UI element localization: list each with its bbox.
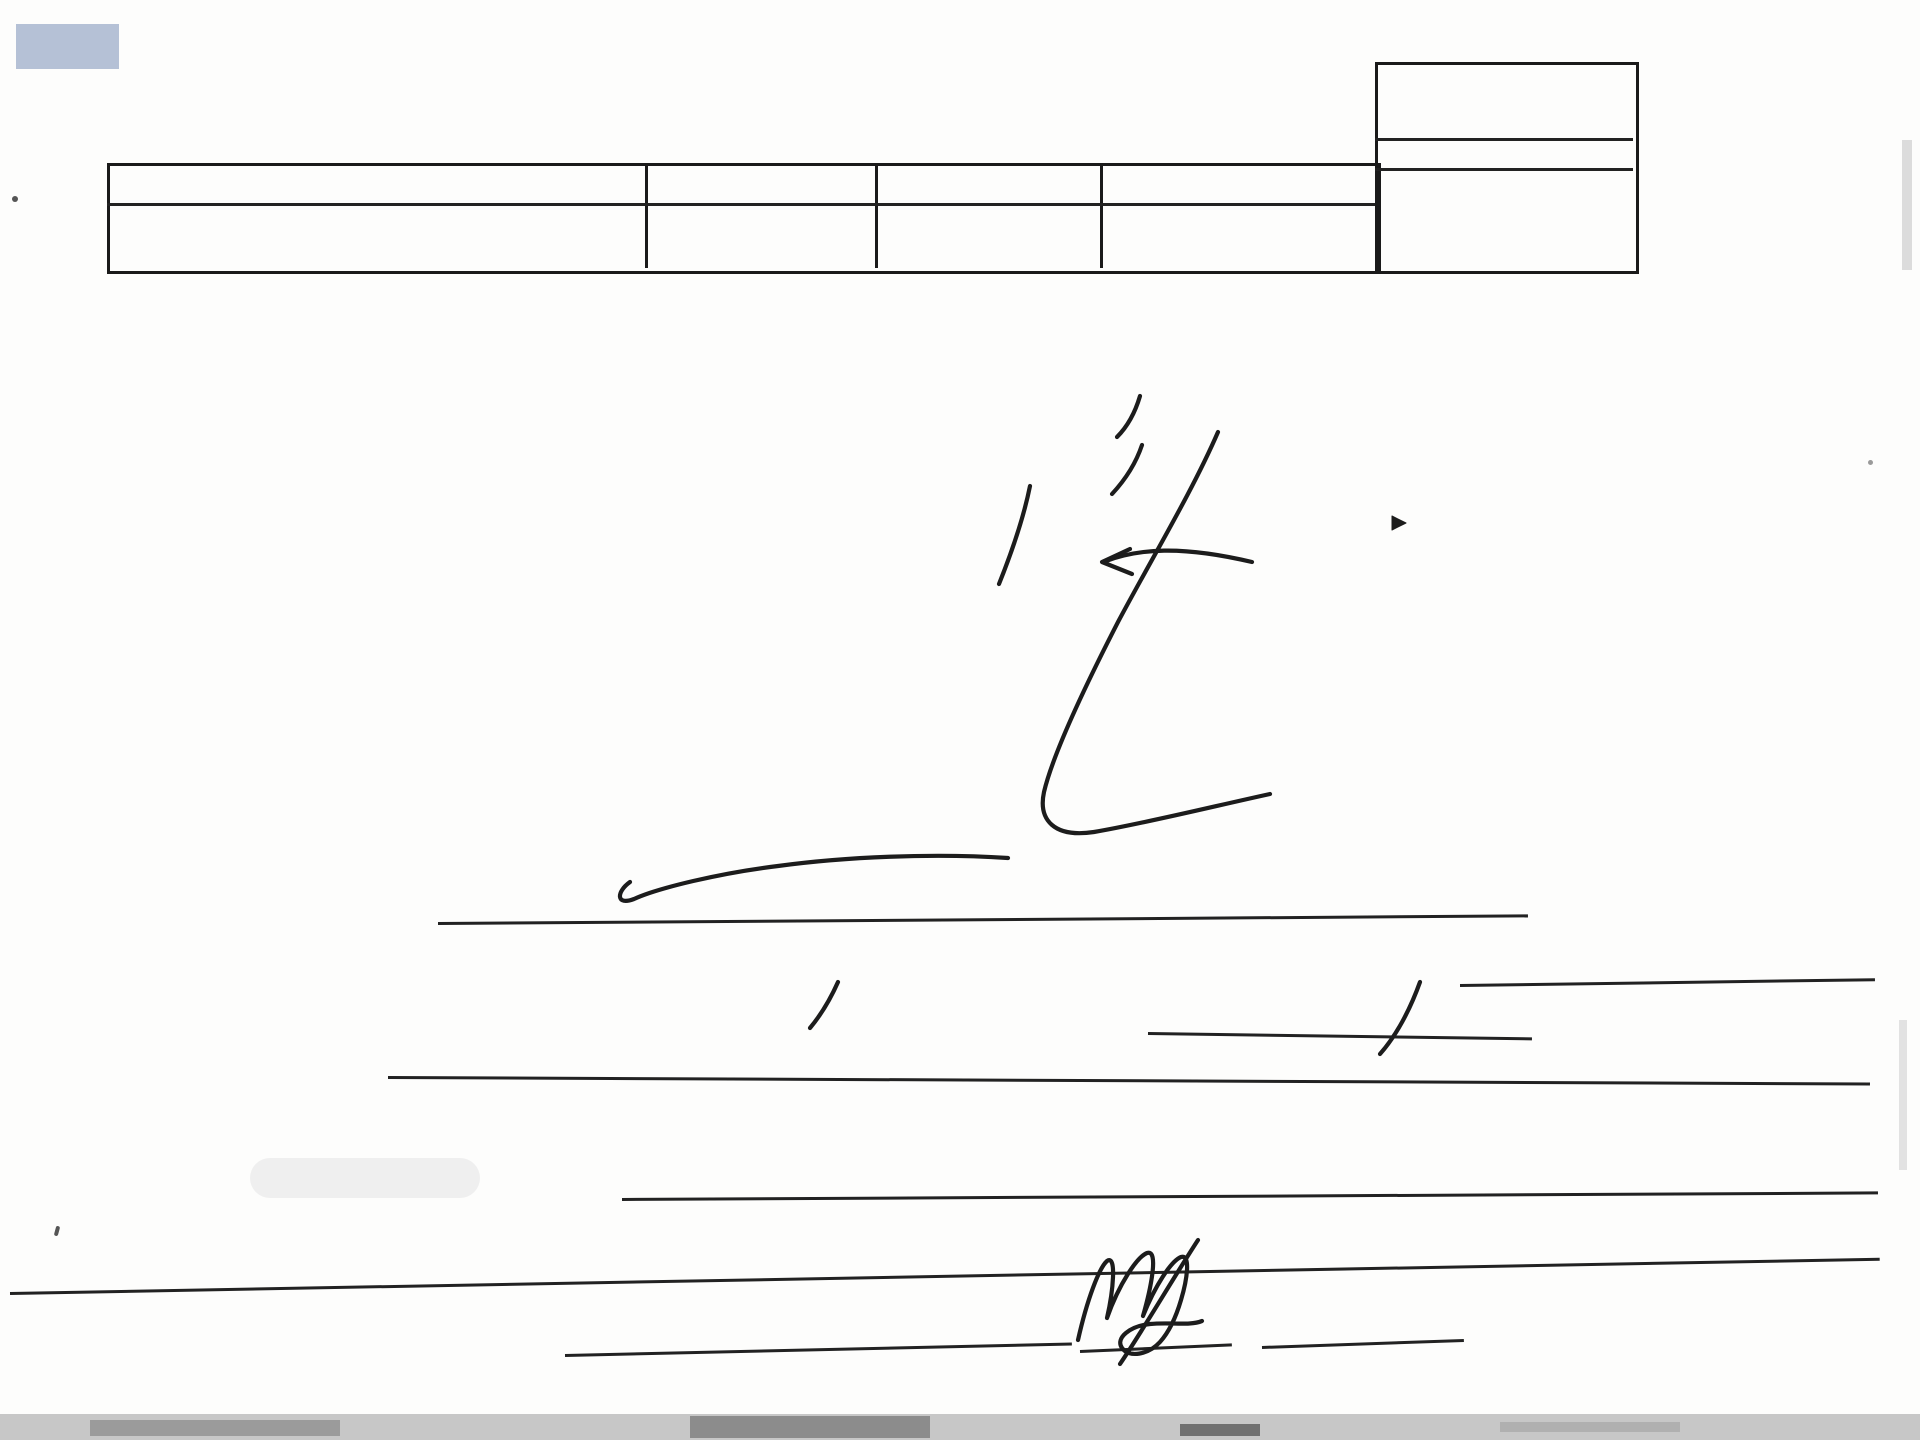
kpp-line bbox=[1460, 978, 1875, 987]
table-divider bbox=[645, 163, 648, 268]
check-tail bbox=[810, 982, 838, 1028]
vehicle-table bbox=[107, 163, 1381, 274]
akpp-line bbox=[1148, 1032, 1532, 1040]
signature bbox=[1078, 1253, 1202, 1354]
table-divider bbox=[875, 163, 878, 268]
arrowhead bbox=[1102, 549, 1132, 574]
removed-line bbox=[622, 1191, 1878, 1201]
scan-edge-smudge bbox=[1902, 140, 1912, 270]
mkpp-remarks-line bbox=[388, 1076, 1870, 1085]
footer-long-line bbox=[10, 1258, 1880, 1295]
scan-smudge bbox=[690, 1416, 930, 1438]
scan-speck bbox=[12, 196, 18, 202]
date-line bbox=[1262, 1339, 1464, 1349]
check-tail bbox=[1117, 396, 1140, 437]
check-tail bbox=[1380, 982, 1420, 1054]
scan-bottom-band bbox=[0, 1414, 1920, 1440]
scan-smudge bbox=[90, 1420, 340, 1436]
pen-tail bbox=[999, 486, 1030, 584]
auto-box-rule bbox=[1375, 138, 1633, 141]
scan-speck bbox=[54, 1226, 60, 1237]
pen-flourish bbox=[1043, 432, 1270, 833]
table-header-rule bbox=[107, 203, 1375, 206]
scan-edge-smudge bbox=[1899, 1020, 1907, 1170]
dvs-remarks-line bbox=[438, 914, 1528, 925]
signature-line bbox=[1080, 1343, 1232, 1353]
fio-line bbox=[565, 1342, 1072, 1357]
arrow-to-est-box bbox=[1106, 551, 1252, 562]
check-tail bbox=[1112, 445, 1142, 494]
scan-speck bbox=[1868, 460, 1873, 465]
logo-square bbox=[16, 24, 119, 69]
scan-smudge bbox=[1180, 1424, 1260, 1436]
auto-box-rule bbox=[1375, 168, 1633, 171]
small-arrowhead bbox=[1392, 516, 1406, 530]
scan-smudge bbox=[250, 1158, 480, 1198]
remark-flourish bbox=[620, 856, 1008, 901]
scan-smudge bbox=[1500, 1422, 1680, 1432]
table-divider bbox=[1100, 163, 1103, 268]
